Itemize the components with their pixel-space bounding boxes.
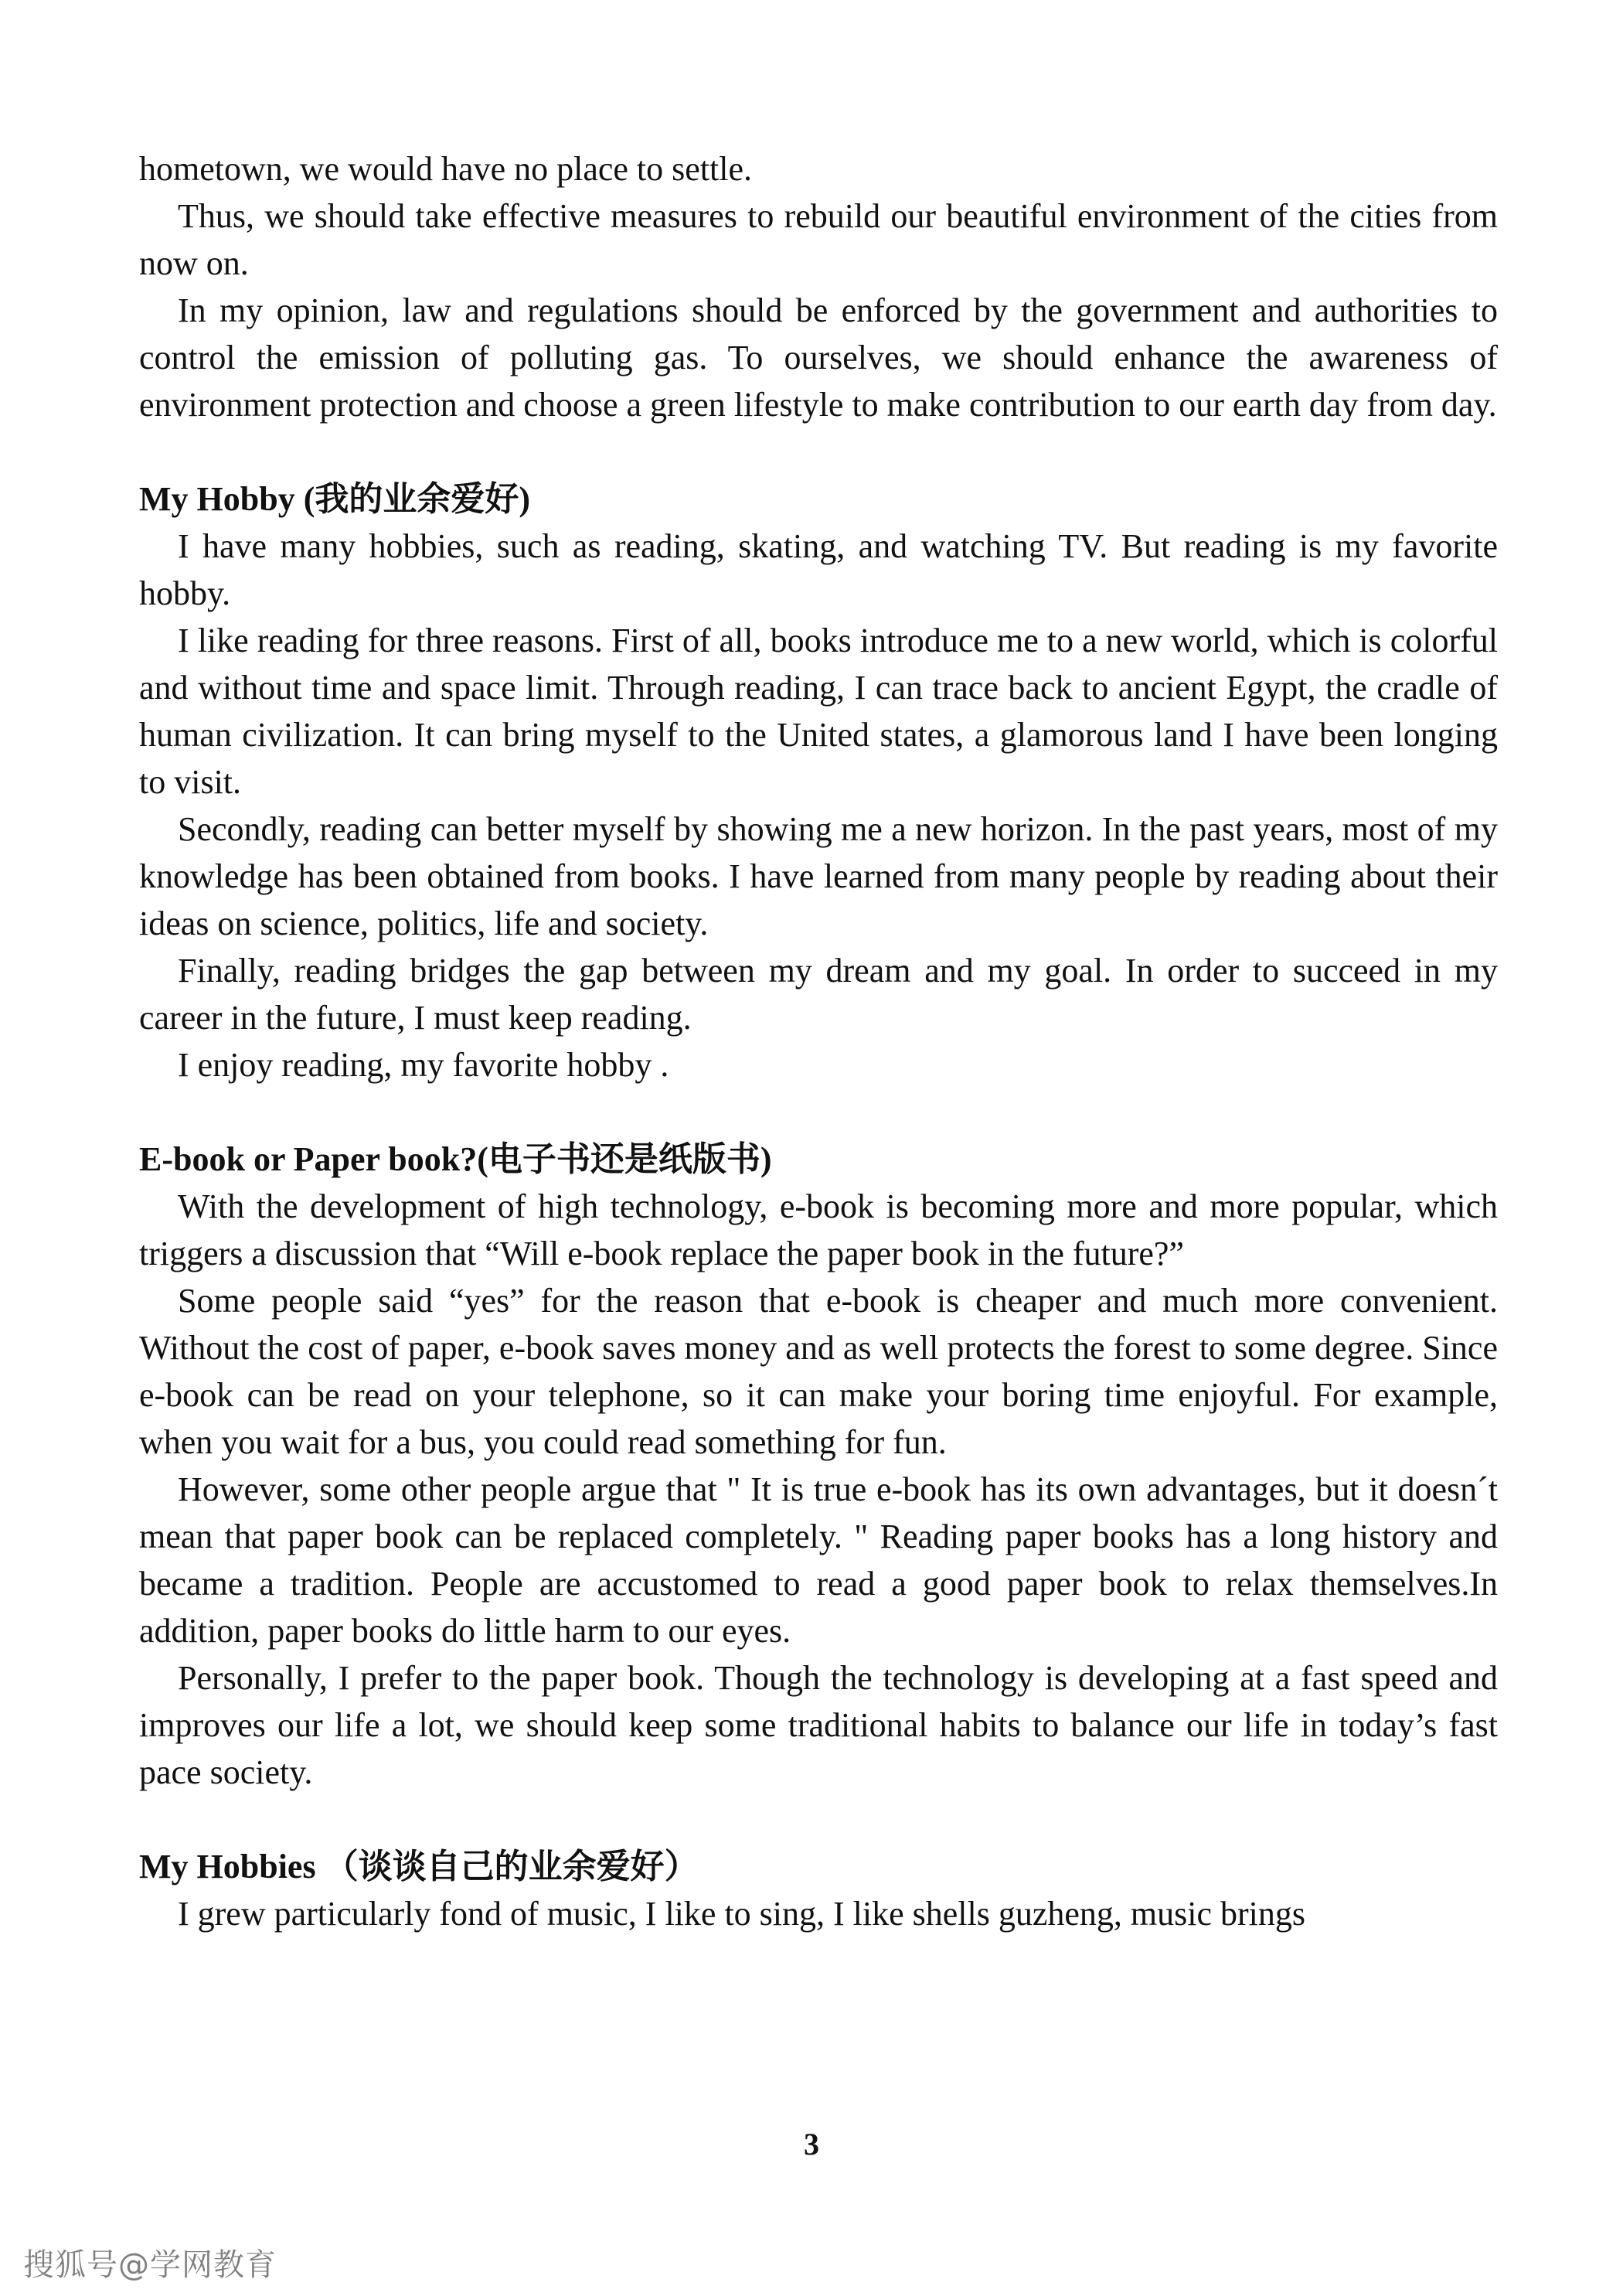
watermark: 搜狐号@学网教育 (23, 2247, 277, 2283)
section-heading-my-hobby: My Hobby (我的业余爱好) (139, 480, 530, 518)
continuation-line: hometown, we would have no place to settle. (139, 150, 753, 188)
page-content (139, 145, 1498, 1937)
paragraph: I have many hobbies, such as reading, skating, and watching TV. But reading is my favorite hobby. (139, 527, 1498, 612)
paragraph: I like reading for three reasons. First of all, books introduce me to a new world, which is colorful and without time and space limit. Through reading, I can trace back to ancient Egypt, the cradle of human civilization. It can bring myself to the United states, a glamorous land I have been longing to visit. (139, 622, 1498, 801)
paragraph: However, some other people argue that " It is true e-book has its own advantages, but it doesn´t mean that paper book can be replaced completely. " Reading paper books has a long history and became a tradition. People are accustomed to read a good paper book to relax themselves.In addition, paper books do little harm to our eyes. (139, 1470, 1498, 1650)
paragraph: Finally, reading bridges the gap between my dream and my goal. In order to succeed in my career in the future, I must keep reading. (139, 952, 1498, 1037)
section-heading-ebook-or-paper-book: E-book or Paper book?(电子书还是纸版书) (139, 1140, 772, 1178)
paragraph: Thus, we should take effective measures to rebuild our beautiful environment of the cities from now on. (139, 197, 1498, 282)
paragraph: In my opinion, law and regulations should be enforced by the government and authorities to control the emission of polluting gas. To ourselves, we should enhance the awareness of environment protection and choose a green lifestyle to make contribution to our earth day from day. (139, 291, 1498, 424)
paragraph: I enjoy reading, my favorite hobby . (178, 1046, 669, 1084)
section-heading-my-hobbies: My Hobbies （谈谈自己的业余爱好） (139, 1848, 699, 1886)
paragraph: Personally, I prefer to the paper book. Though the technology is developing at a fast speed and improves our life a lot, we should keep some traditional habits to balance our life in today’s fast pace society. (139, 1659, 1498, 1791)
paragraph: With the development of high technology, e-book is becoming more and more popular, which triggers a discussion that “Will e-book replace the paper book in the future?” (139, 1187, 1498, 1272)
page-number: 3 (804, 2127, 819, 2161)
paragraph: Some people said “yes” for the reason that e-book is cheaper and much more convenient. Without the cost of paper, e-book saves money and as well protects the forest to some degree. Since e-book can be read on your telephone, so it can make your boring time enjoyful. For example, when you wait for a bus, you could read something for fun. (139, 1282, 1498, 1461)
paragraph: Secondly, reading can better myself by showing me a new horizon. In the past years, most of my knowledge has been obtained from books. I have learned from many people by reading about their ideas on science, politics, life and society. (139, 810, 1498, 942)
paragraph: I grew particularly fond of music, I like to sing, I like shells guzheng, music brings (178, 1895, 1306, 1933)
